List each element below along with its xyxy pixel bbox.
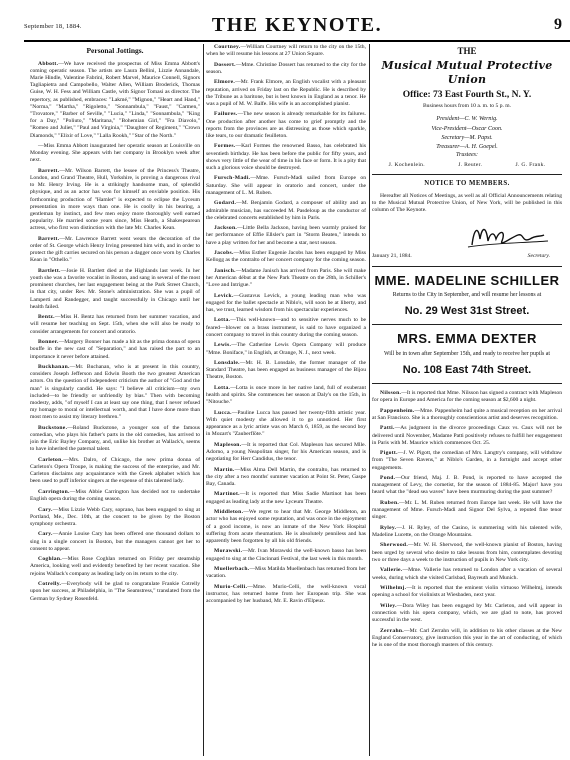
jotting-name: Courtney. [214, 44, 241, 50]
jotting-item [30, 143, 200, 165]
notice-role: Secretary. [527, 252, 550, 259]
jotting-text: —Annie Louise Cary has been offered one thousand dollars to sing in a single concert in Boston, but the managers cannot get her to consent to appear. [30, 531, 200, 552]
trustee-name: J. Reuter. [458, 162, 483, 169]
jotting-text: —Margery Bonner has made a hit as the prima donna of opera bouffe in the new cast of "Separation," and has raised the part to an importance it never before attained. [30, 339, 200, 360]
jotting-item [30, 489, 200, 503]
jotting-item [206, 442, 366, 464]
jotting-item [30, 531, 200, 553]
jotting-text: —Miss Alma Dell Martin, the contralto, has returned to the city after a two months' summer vacation at Point St. Peter, Gaspe Bay, Canada. [206, 466, 366, 487]
jotting-item [372, 450, 562, 472]
jotting-item [206, 410, 366, 439]
jotting-item [30, 507, 200, 529]
union-hours: Business hours from 10 a. m. to 5 p. m. [422, 103, 512, 110]
jotting-item [30, 457, 200, 486]
jotting-item [206, 62, 366, 76]
dash-separator: — [464, 134, 470, 141]
jotting-text: —Miss H. Bentz has returned from her summer vacation, and will resume her teaching on Sept. 15th, when she will also be ready to consider arrangements for concert and oratorio. [30, 314, 200, 335]
jotting-name: Jackson. [214, 225, 238, 232]
jotting-item [206, 548, 366, 562]
jotting-name: Wilhelmj. [380, 585, 407, 592]
page-number: 9 [554, 16, 562, 33]
masthead [24, 16, 570, 38]
jotting-name: Cary. [38, 506, 53, 513]
union-name: Musical Mutual Protective Union [381, 58, 553, 86]
jotting-name: Formes. [214, 143, 236, 150]
jotting-text: —Dora Wiley has been engaged by Mr. Carleton, and will appear in connection with his opera company, which, we are glad to note, has proved successful in the west. [372, 602, 562, 624]
ad-dexter-address: No. 108 East 74th Street. [402, 363, 532, 376]
jotting-text: —Little Bella Jackson, having been warmly praised for her performance of Effie Ellsler's part in "Storm Beaten," intends to have a play written for her and become a star, next season. [206, 225, 366, 246]
jotting-text: —Mr. Ivan Morawski the well-known basso has been engaged to sing at the Cincinnati Festival, the last week in this month. [206, 548, 366, 562]
jotting-name: Morawski. [214, 548, 243, 555]
jotting-item [30, 236, 200, 265]
jotting-item [372, 628, 562, 650]
jotting-text: —This well-known—and to sensitive nerves much to be feared—blower on a brass instrument, is said to have organized a concert company to travel in this country during the coming season. [206, 317, 366, 338]
trustee-name: J. Kochenlein. [388, 162, 425, 169]
notice-text: Hereafter all Notices of Meetings, as well as all Official Announcements relating to the Musical Mutual Protective Union, of New York, will be published in this column of The Keynote. [372, 193, 562, 214]
jotting-text: —Everybody will be glad to congratulate Frankie Cotrelly upon her success, at Philadelphia, in "The Seamstress," translated from the German by Sydney Rosenfeld. [30, 581, 200, 602]
jotting-name: Bartlett. [38, 267, 61, 274]
column-body [30, 61, 200, 603]
jotting-name: Janisch. [214, 267, 236, 274]
jotting-item [30, 314, 200, 336]
jotting-text: —Mr. Wilson Barrett, the lessee of the Princess's Theatre, London, and Grand Theatre, Hull, Yorkshire, is proving a dangerous rival to Mr. Henry Irving. He is a strikingly handsome man, of splendid physique, and as an actor has won for himself an enviable position. His forthcoming production of "Hamlet" is expected to eclipse the Lyceum presentation in more ways than one. He is coolly in his bearing, a gentleman by instinct, and few men enjoy more thoroughly well earned popularity. He married some years since, Miss Heath, a Shakespearean actress, who first won distinction with the late Mr. Charles Kean. [30, 167, 200, 232]
jotting-name: Lonsdale. [214, 359, 240, 366]
jotting-text: —Mrs. Dalro, of Chicago, the new prima donna of Carleton's Opera Troupe, is making the success of the enterprise, and Mr. Carleton disclaims any acquaintance with the Greek alphabet which has been used to puff inferior singers at the expense of this talented lady. [30, 456, 200, 485]
jotting-item [206, 342, 366, 356]
jotting-text: —Our friend, Maj. J. B. Pond, is reported to have accepted the management of Levy, the cornetist, for the season of 1884-85. Major! have you heard what the "dead sea waves" have been murmuring during the past summer? [372, 475, 562, 496]
jotting-item [206, 175, 366, 197]
ad-schiller-address: No. 29 West 31st Street. [404, 305, 530, 318]
union-officers [372, 115, 562, 152]
jotting-item [206, 360, 366, 382]
issue-date: September 18, 1884. [24, 23, 82, 30]
jotting-name: Lotta. [214, 317, 231, 324]
jotting-name: Buckhanan. [38, 364, 70, 371]
jotting-item [372, 567, 562, 581]
jotting-text: —Josie H. Bartlett died at the Highlands last week. In her youth she was a favorite vocalist in Boston, and sang in several of the most prominent churches, her last engagement being at the Park Street Church, in that city, under Rev. Mr. Stone's administration. She was a pupil of Lamperti and Randegger, and taught successfully in Chicago until her health failed. [30, 267, 200, 310]
jotting-item [372, 425, 562, 447]
jotting-text: —Roland Buckstone, a younger son of the famous comedian, who plays his father's parts in the old comedies, has arrived to join the Eric Bayley Company, and, unlike his brother at Wallack's, seems to have inherited the paternal talent. [30, 424, 200, 453]
section-heading: Personal Jottings. [86, 46, 144, 55]
jotting-text: —Mme. Pappenheim had quite a musical reception on her arrival at San Francisco. She is a thoroughly conscientious artist and deserves recognition. [372, 407, 562, 421]
jotting-item [30, 364, 200, 422]
officer-row [372, 115, 562, 124]
jotting-text: —Mr. L. M. Ruben returned from Europe last week. He will have the management of Mme. Fursch-Madi and Signor Del Sylva, a reputed fine tenor singer. [372, 499, 562, 521]
jotting-item [206, 143, 366, 172]
ad-dexter-text: Will be in town after September 15th, and ready to receive her pupils at [384, 351, 550, 358]
jotting-text: —The new season is already remarkable for its failures. One production after another has come to grief promptly and the reports from the provinces are as distressing as those which sparkle, like tears, to our dramatic feuilleton. [206, 111, 366, 139]
officer-role: Vice-President [431, 125, 467, 132]
jotting-text: —Gustavus Levick, a young leading man who was engaged for the ballet spectacle at Niblo's, will soon be at liberty, and has, we trust, learned wisdom from his spectacular experiences. [206, 292, 366, 313]
trustee-name: J. G. Frank. [515, 162, 546, 169]
jotting-text: —Mme. Vallerie has returned to London after a vacation of several weeks, during which she visited Carlsbad, Bayreuth and Munich. [372, 567, 562, 581]
jotting-item [372, 585, 562, 599]
notice-date-row [372, 253, 562, 260]
jotting-item [30, 268, 200, 311]
jotting-text: —It is reported that the eminent violin virtuoso Wilhelmj, intends opening a school for violinists at Wiesbaden, next year. [372, 585, 562, 599]
jotting-name: Barrett. [38, 167, 60, 174]
jotting-name: Barrett. [38, 235, 60, 242]
jotting-text: —The Catherine Lewis Opera Company will produce "Mme. Boniface," in English, at Orange, N. J., next week. [206, 342, 366, 356]
jotting-text: —Mr. Carl Zerrahn will, in addition to his other classes at the New England Conservatory, give instruction this year in the art of conducting, of which he is one of the most thorough masters of this century. [372, 627, 562, 648]
jotting-text: —We have received the prospectus of Miss Emma Abbott's coming operatic season. The artists are Laura Bellini, Lizzie Annandale, Marie Hindle, Valentine Fabrini, Robert Marvel, Maurice Connell, Signors Tagliapietra and Campobello, Walter Allen, William Broderick, Thomas Guise, W. H. Fess and William Castle, with Signor Tomasi as director. The repertory, as published, embraces: "Lakmé," "Mignon," "Heart and Hand," "Norma," "Martha," "Rigoletto," "Sonnambula," "Faust," "Carmen," "Trovatore," "Barber of Seville," "Lucia," "Linda," "Sonnambula," "King for a Day," "Poliuto," "Maritana," "Bohemian Girl," "Fra Diavolo," "Romeo and Juliet," "Paul and Virginia," "Daughter of Regiment," "Crown Diamonds," "Elixir of Love," "Lalla Rookh," "Star of the North." [30, 60, 200, 139]
jotting-item [30, 556, 200, 578]
jotting-text: —Miss Esther Eugenie Jacobs has been engaged by Miss Kellogg as the contralto of her concert company for the coming season. [206, 250, 366, 264]
notice-date: January 21, 1884. [372, 252, 412, 259]
jotting-text: —Pauline Lucca has passed her twenty-fifth artistic year. With quiet modesty she allowed it to go unnoticed. Her first appearance as a lyric artiste was on March 6, 1859, as the second boy in Mozart's "Zauberflöte." [206, 409, 366, 438]
jotting-name: Lotta. [214, 384, 231, 391]
officer-row [372, 134, 562, 143]
jotting-text: —It is reported that Col. Mapleson has secured Mlle. Adorno, a young Neapolitan singer, for his American season, and is negotiating for Herr Candidus, the tenor. [206, 441, 366, 463]
jotting-text: —Karl Formes the renowned Basso, has celebrated his seventieth birthday. He has been before the public for fifty years, and shows very little of the wear of time in his face or form. It is a pity that such a glorious voice should be destroyed. [206, 143, 366, 171]
jotting-item [206, 200, 366, 222]
jotting-name: Pappenheim. [380, 407, 415, 414]
jotting-item [206, 111, 366, 140]
jotting-text: —Mme. Murio-Celli, the well-known vocal instructor, has returned home from her European trip. She was accompanied by her husband, Mr. E. Ravin d'Elpeux. [206, 583, 366, 605]
divider [372, 383, 562, 384]
jotting-text: —We regret to hear that Mr. George Middleton, an actor who has enjoyed some reputation, and was once in the enjoyment of a good income, is now an inmate of the New York Hospital suffering from acute rheumatism. He is absolutely penniless and has apparently been forgotten by all his old friends. [206, 509, 366, 544]
jotting-text: —Mr. W. H. Sherwood, the well-known pianist of Boston, having been urged by several who desire to take lessons from him, contemplates devoting two or three days a week to the instruction of pupils in New York city. [372, 542, 562, 563]
masthead-rule [24, 40, 570, 42]
jotting-name: Failures. [214, 111, 238, 118]
jotting-name: Godard. [214, 200, 237, 207]
jotting-item [372, 525, 562, 539]
jotting-name: Lewis. [214, 342, 232, 349]
dash-separator: — [459, 116, 465, 123]
jotting-text: —J. W. Pigott, the comedian of Mrs. Langtry's company, will withdraw from "The Seven Ravens," at Niblo's Garden, in a fortnight and accept other engagements. [372, 450, 562, 471]
jotting-text: —Madame Janisch has arrived from Paris. She will make her American début at the New Park Theatre on the 28th, in Schiller's "Love and Intrigue." [206, 267, 366, 289]
column-jottings-continued [206, 44, 366, 756]
jotting-item [206, 225, 366, 247]
jotting-name: Martinot. [214, 491, 240, 498]
jotting-name: Carleton. [38, 456, 64, 463]
jotting-item [206, 385, 366, 407]
jotting-item [206, 317, 366, 339]
jotting-name: Cary. [38, 531, 53, 538]
jotting-item [372, 500, 562, 522]
jotting-item [206, 491, 366, 505]
jotting-text: —Miss Emma Abbott inaugurated her operatic season at Louisville on Monday evening. She appears with her company in Brooklyn week after next. [30, 142, 200, 164]
jotting-name: Carrington. [38, 488, 70, 495]
column-union-notices [372, 44, 562, 756]
ad-schiller-name: MME. MADELINE SCHILLER [374, 272, 560, 288]
jotting-item [206, 566, 366, 580]
officer-name: C. W. Wernig. [464, 116, 498, 123]
jotting-text: —It is reported that Miss Sadie Martinot has been engaged as leading lady at the new Lyceum Theatre. [206, 491, 366, 505]
jotting-name: Coghlan. [38, 556, 63, 563]
jotting-text: —Miss Matilda Muellenbach has returned from her vacation. [206, 566, 366, 580]
officer-role: Secretary [441, 134, 465, 141]
jotting-name: Middleton. [214, 509, 244, 516]
jotting-item [372, 408, 562, 422]
ad-schiller-text: Returns to the City in September, and will resume her lessons at [392, 292, 542, 299]
jotting-name: Fursch-Madi. [214, 175, 251, 182]
jotting-text: —Mr. H. B. Lonsdale, the former manager of the Standard Theatre, has been engaged as business manager of the Bijou Theatre, Boston. [206, 359, 366, 381]
jotting-name: Bentz. [38, 314, 55, 321]
jotting-text: —Mme. Christine Dossert has returned to the city for the season. [206, 61, 366, 75]
jotting-name: Patti. [380, 425, 395, 432]
jotting-item [206, 79, 366, 108]
jotting-name: Bonner. [38, 339, 59, 346]
jotting-name: Ryley. [380, 524, 397, 531]
jotting-item [206, 467, 366, 489]
jotting-item [372, 475, 562, 497]
divider [372, 324, 562, 325]
jotting-item [372, 542, 562, 564]
jotting-name: Wiley. [380, 602, 397, 609]
ad-dexter-name: MRS. EMMA DEXTER [397, 331, 537, 347]
jotting-item [206, 250, 366, 264]
jotting-text: —Mme. Fursch-Madi sailed from Europe on Saturday. She will appear in oratorio and concert, under the management of L. M. Ruben. [206, 175, 366, 196]
jotting-name: Pigott. [380, 450, 398, 457]
jotting-name: Martin. [214, 466, 235, 473]
jotting-name: Buckstone. [38, 424, 68, 431]
jotting-item [30, 425, 200, 454]
jotting-name: Levick. [214, 292, 234, 299]
jotting-text: —It is reported that Mme. Nilsson has signed a contract with Mapleson for opera in Europe and America for the coming season at $2,600 a night. [372, 390, 562, 404]
jotting-name: Muellerbach. [214, 566, 250, 573]
jotting-name: Elmore. [214, 79, 236, 86]
officer-role: Treasurer [436, 144, 460, 151]
jotting-name: Pond. [380, 475, 396, 482]
officer-row [372, 125, 562, 134]
officer-name: Oscar Coon. [471, 125, 503, 132]
jotting-name: Abbott. [38, 60, 59, 67]
jotting-item [206, 268, 366, 290]
jotting-item [206, 509, 366, 545]
jotting-text: —Miss Rose Coghlan returned on Friday per steamship America, looking well and evidently benefited by her recent vacation. She rejoins Wallack's company as leading lady on its return to the city. [30, 556, 200, 577]
jotting-name: Murio-Celli. [214, 583, 248, 590]
jotting-item [206, 293, 366, 315]
jotting-name: Zerrahn. [380, 627, 404, 634]
column-divider [369, 44, 370, 756]
column-divider [203, 44, 204, 756]
jotting-item [30, 581, 200, 603]
secretary-signature [372, 221, 562, 251]
jotting-name: Mapleson. [214, 441, 242, 448]
column-personal-jottings [30, 44, 200, 756]
jotting-name: Lucca. [214, 409, 232, 416]
jotting-text: —Mr. Lawrence Barrett went wears the decoration of the order of St. George which Henry Irving presented him with, and in order to protect the gift carries secured on his person a dagger once worn by Charles Kean in "Othello." [30, 235, 200, 264]
jotting-item [206, 584, 366, 606]
union-office: Office: 73 East Fourth St., N. Y. [402, 89, 532, 100]
jotting-name: Sherwood. [380, 542, 409, 549]
officer-role: President [436, 116, 460, 123]
jotting-text: —Miss Lizzie Webb Cary, soprano, has been engaged to sing at Portland, Me., Dec. 10th, at the concert to be given by the Boston symphony orchestra. [30, 506, 200, 527]
column-body [206, 44, 366, 605]
jotting-item [30, 168, 200, 233]
divider [372, 174, 562, 175]
trustees-list [372, 162, 562, 169]
jotting-text: —Mr. Buchanan, who is at present in this country, considers Joseph Jefferson and Edwin Booth the two greatest American actors. On the question of independent criticism the author of "God and the man" is singularly candid. He says: "I believe all criticism—my own included—to be friendly or unfriendly by bias." Then with becoming modesty, adds, "of myself I can at least say one thing, that I never refused my homage to moral or intellectual worth, and that I have done more than most men to assist my literary brethren." [30, 364, 200, 421]
jotting-text: —J. H. Ryley, of the Casino, is summering with his talented wife, Madeline Lucette, on the Orange Mountains. [372, 524, 562, 538]
jotting-text: —M. Benjamin Godard, a composer of ability and an admirable musician, has succeeded M. Pasdeloup as the conductor of the celebrated concerts established by him in Paris. [206, 200, 366, 221]
notice-heading: NOTICE TO MEMBERS. [424, 180, 510, 188]
trustees-label: Trustees: [455, 152, 478, 159]
jotting-name: Ruben. [380, 499, 400, 506]
publication-title: THE KEYNOTE. [211, 14, 383, 36]
divider [372, 266, 562, 267]
dash-separator: — [459, 144, 465, 151]
officer-name: M. Papst. [469, 134, 493, 141]
column-body [372, 390, 562, 649]
jotting-item [372, 390, 562, 404]
jotting-text: —William Courtney will return to the city on the 15th, when he will resume his lessons at 27 Union Square. [206, 44, 366, 58]
jotting-text: —Lotta is once more in her native land, full of exuberant health and spirits. She commences her season at Daly's on the 15th, in "Nitouche." [206, 384, 366, 406]
signature-scrawl-icon [372, 221, 562, 251]
jotting-item [30, 339, 200, 361]
dash-separator: — [466, 125, 472, 132]
jotting-text: —Mr. Frank Elmore, an English vocalist with a pleasant reputation, arrived on Friday last on the Republic. He is described by the Tribune as a baritone, but is best known in England as a tenor. He was a pupil of M. W. Balfe. His wife is an accomplished pianist. [206, 79, 366, 107]
jotting-item [206, 44, 366, 58]
jotting-name: Nilsson. [380, 390, 402, 397]
jotting-text: —Miss Abbie Carrington has decided not to undertake English opera during the coming season. [30, 488, 200, 503]
jotting-name: Dossert. [214, 61, 236, 68]
jotting-name: Jacobs. [214, 250, 234, 257]
jotting-item [30, 61, 200, 140]
union-the: THE [457, 46, 477, 56]
jotting-text: —As judgment in the divorce proceedings Caux vs. Caux will not be delivered until November, Madame Patti positively refuses to fulfill her engagement in Paris with M. Maurice which commences Oct. 25. [372, 425, 562, 446]
jotting-item [372, 603, 562, 625]
jotting-name: Vallerie. [380, 567, 403, 574]
jotting-name: Cotrelly. [38, 581, 62, 588]
officer-row [372, 143, 562, 152]
officer-name: A. H. Goepel. [464, 144, 498, 151]
